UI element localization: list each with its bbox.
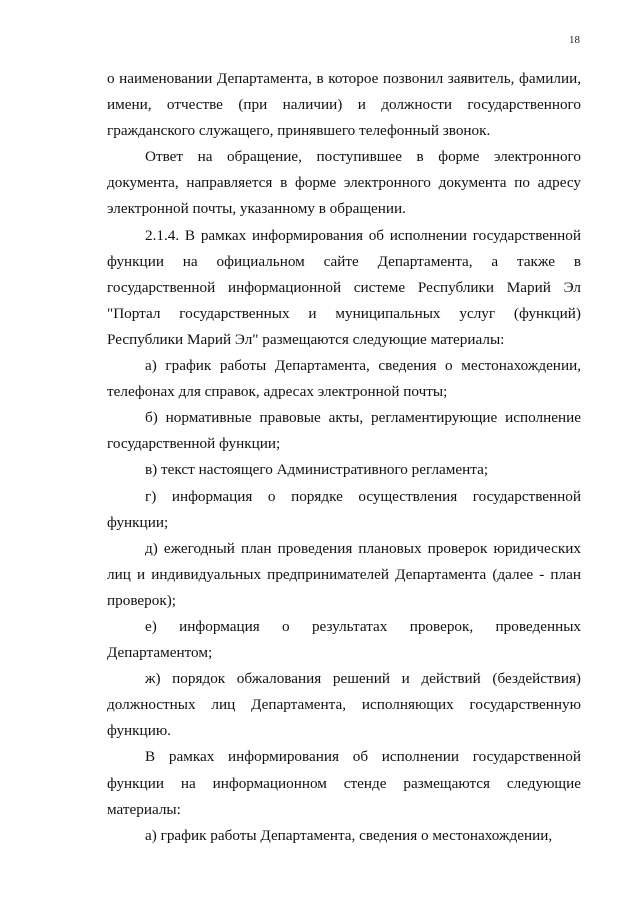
body-paragraph: Ответ на обращение, поступившее в форме электронного документа, направляется в форме электронного документа по адресу электронной почты, указанному в обращении. <box>107 148 581 218</box>
body-paragraph: а) график работы Департамента, сведения о местонахождении, <box>145 826 553 844</box>
document-body <box>107 66 581 849</box>
body-paragraph: о наименовании Департамента, в которое позвонил заявитель, фамилии, имени, отчестве (при наличии) и должности государственного гражданского служащего, принявшего телефонный звонок. <box>107 70 581 140</box>
body-paragraph: е) информация о результатах проверок, проведенных Департаментом; <box>107 617 581 662</box>
page-number: 18 <box>569 34 580 46</box>
body-paragraph: ж) порядок обжалования решений и действий (бездействия) должностных лиц Департамента, исполняющих государственную функцию. <box>107 670 581 740</box>
body-paragraph: в) текст настоящего Административного регламента; <box>145 461 489 479</box>
body-paragraph: В рамках информирования об исполнении государственной функции на информационном стенде размещаются следующие материалы: <box>107 748 581 818</box>
body-paragraph: б) нормативные правовые акты, регламентирующие исполнение государственной функции; <box>107 409 581 453</box>
body-paragraph: д) ежегодный план проведения плановых проверок юридических лиц и индивидуальных предпринимателей Департамента (далее - план проверок); <box>107 539 581 609</box>
body-paragraph: г) информация о порядке осуществления государственной функции; <box>107 487 581 531</box>
body-paragraph: а) график работы Департамента, сведения о местонахождении, телефонах для справок, адресах электронной почты; <box>107 357 581 401</box>
body-paragraph: 2.1.4. В рамках информирования об исполнении государственной функции на официальном сайте Департамента, а также в государственной информационной системе Республики Марий Эл "Портал государственных и муниципальных услуг (функций) Республики Марий Эл" размещаются следующие материалы: <box>107 226 581 348</box>
